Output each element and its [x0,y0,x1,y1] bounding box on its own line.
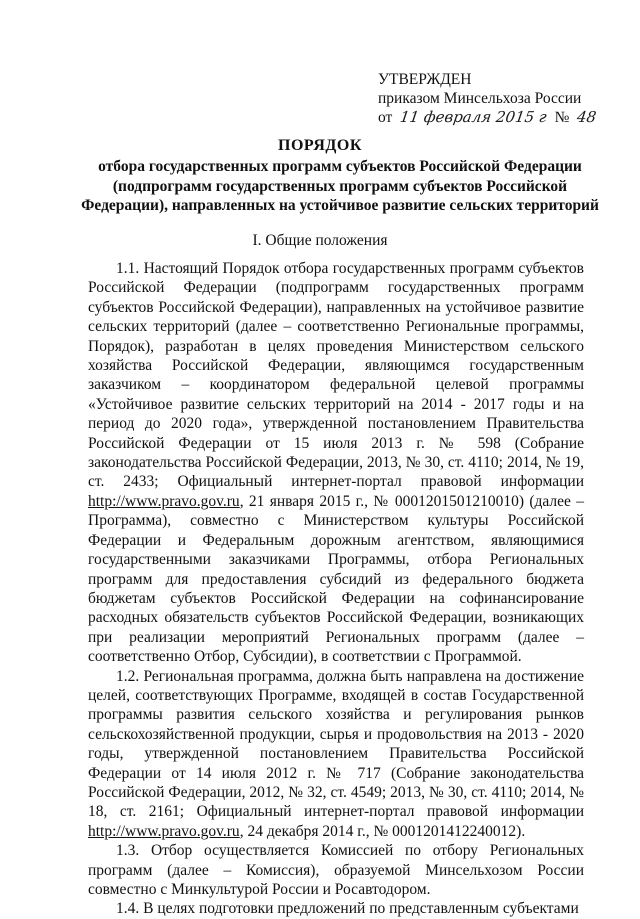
handwritten-date: 11 февраля 2015 г [399,108,549,126]
paragraph-1-1 [88,259,584,667]
document-subtitle: отбора государственных программ субъектов Российской Федерации (подпрограмм государственных программ субъектов Российской Федерации), направленных на устойчивое развитие сельских территорий [81,158,599,214]
paragraph-1-2-text-a: 1.2. Региональная программа, должна быть направлена на достижение целей, соответствующих Программе, входящей в состав Государственной программы развития сельского хозяйства и регулирования рынков сельскохозяйственной продукции, сырья и продовольствия на 2013 - 2020 годы, утвержденной постановлением Правительства Российской Федерации от 14 июля 2012 г. № 717 (Собрание законодательства Российской Федерации, 2012, № 32, ст. 4549; 2013, № 30, ст. 4110; 2014, № 18, ст. 2161; Официальный интернет-портал правовой информации [88,667,584,821]
section-heading: I. Общие положения [252,232,388,249]
document-title: ПОРЯДОК [278,137,362,154]
paragraph-1-4: 1.4. В целях подготовки предложений по представленным субъектами [116,900,579,918]
from-label: от [378,109,393,126]
pravo-link[interactable]: http://www.pravo.gov.ru [88,822,240,840]
paragraph-1-2 [88,667,584,842]
paragraph-1-1-text-b: , 21 января 2015 г., № 0001201501210010) (далее – Программа), совместно с Министерством культуры Российской Федерации и Федеральным дорожным агентством, являющимися государственными заказчиками Программы, отбора Региональных программ для предоставления субсидий из федерального бюджета бюджетам субъектов Российской Федерации на софинансирование расходных обязательств субъектов Российской Федерации, возникающих при реализации мероприятий Региональных программ (далее – соответственно Отбор, Субсидии), в соответствии с Программой. [88,492,584,666]
order-date-line [378,108,600,127]
paragraph-1-2-text-b: , 24 декабря 2014 г., № 0001201412240012). [239,822,526,840]
handwritten-number: 48 [576,108,598,126]
paragraph-1-1-text-a: 1.1. Настоящий Порядок отбора государственных программ субъектов Российской Федерации (подпрограмм государственных программ субъектов Российской Федерации), направленных на устойчивое развитие сельских территорий (далее – соответственно Региональные программы, Порядок), разработан в целях проведения Министерством сельского хозяйства Российской Федерации, являющимся государственным заказчиком – координатором федеральной целевой программы «Устойчивое развитие сельских территорий на 2014 - 2017 годы и на период до 2020 года», утвержденной постановлением Правительства Российской Федерации от 15 июля 2013 г. № 598 (Собрание законодательства Российской Федерации, 2013, № 30, ст. 4110; 2014, № 19, ст. 2433; Официальный интернет-портал правовой информации [88,260,584,491]
approved-label: УТВЕРЖДЕН [378,71,472,88]
order-of-label: приказом Минсельхоза России [378,90,582,107]
number-label: № [554,109,570,126]
document-body [88,259,584,919]
approval-stamp [378,70,600,127]
paragraph-1-3: 1.3. Отбор осуществляется Комиссией по отбору Региональных программ (далее – Комиссия), образуемой Минсельхозом России совместно с Минкультурой России и Росавтодором. [88,842,584,898]
pravo-link[interactable]: http://www.pravo.gov.ru [88,492,240,510]
